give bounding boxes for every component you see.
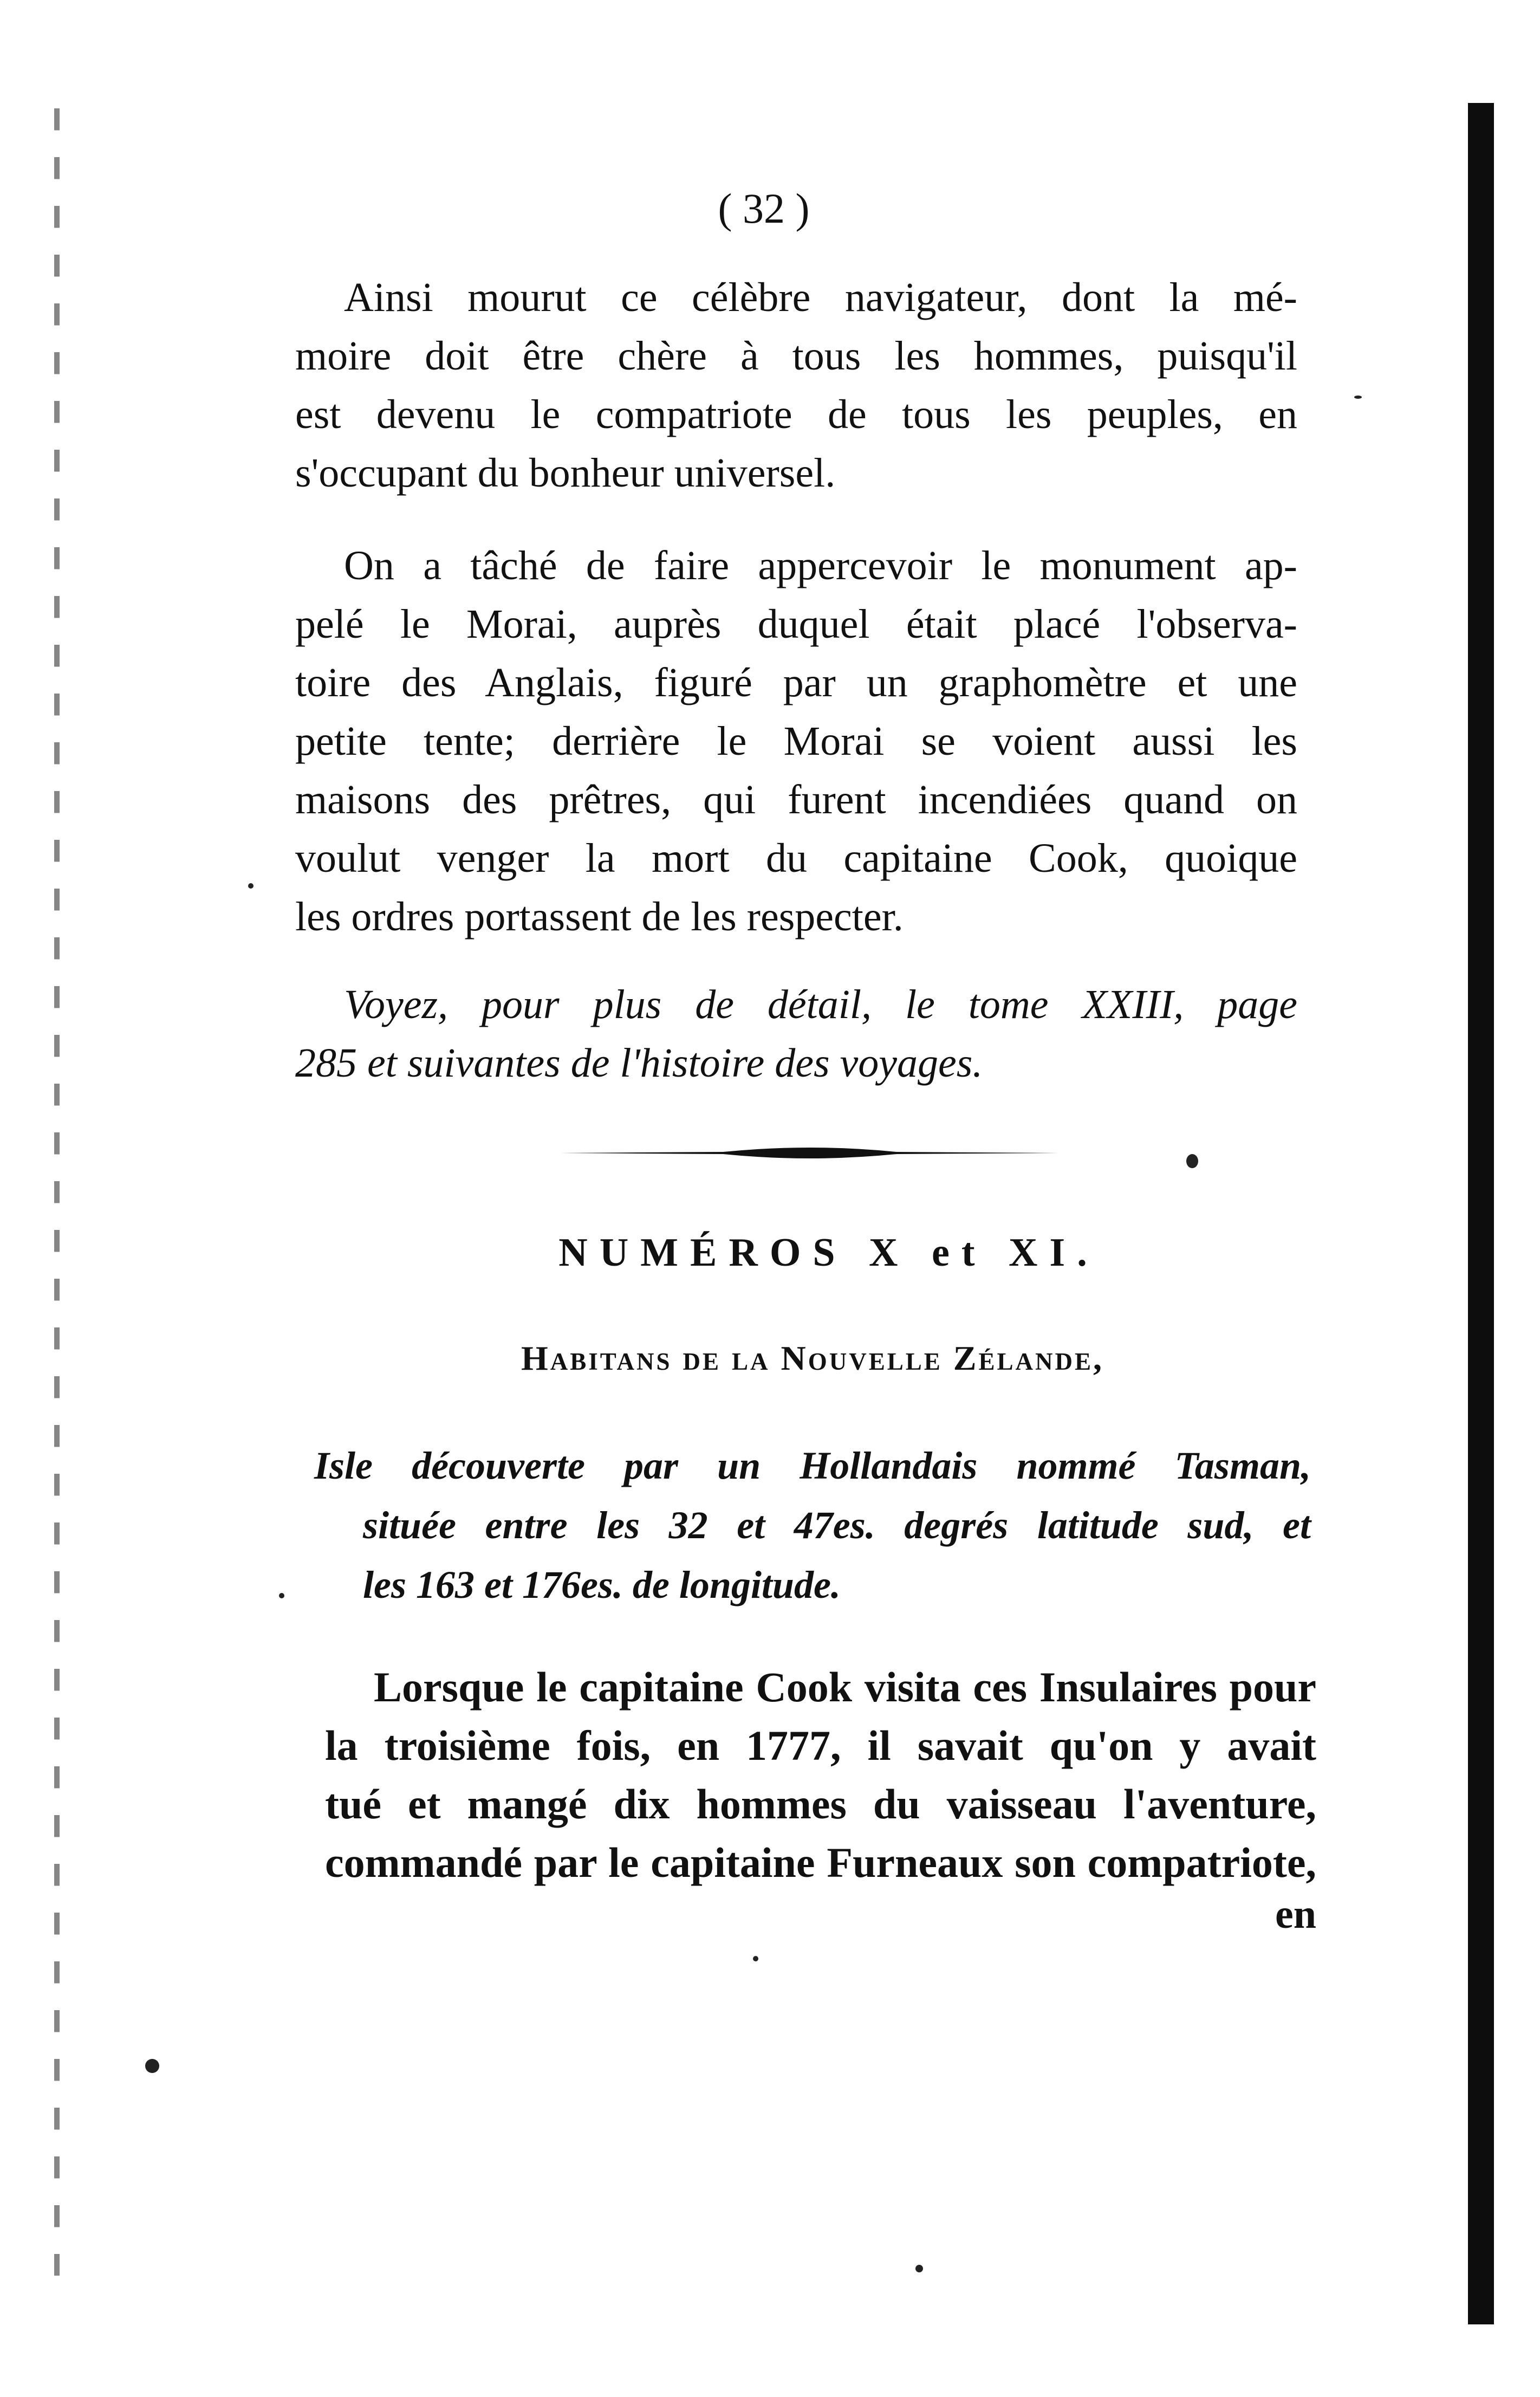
plate-caption: [314, 1436, 1311, 1615]
section-title: NUMÉROS X et XI.: [558, 1230, 1099, 1275]
text-line: commandé par le capitaine Furneaux son compatriote,: [325, 1839, 1316, 1886]
text-line: voulut venger la mort du capitaine Cook, quoique: [295, 835, 1297, 881]
section-subtitle: Habitans de la Nouvelle Zélande,: [521, 1339, 1104, 1377]
binding-margin: [54, 108, 60, 2276]
text-line: la troisième fois, en 1777, il savait qu'on y avait: [325, 1722, 1316, 1769]
text-line: située entre les 32 et 47es. degrés latitude sud, et: [363, 1504, 1311, 1547]
paragraph-morai: [295, 536, 1297, 946]
text-line: pelé le Morai, auprès duquel était placé l'observa-: [295, 601, 1297, 647]
text-line: 285 et suivantes de l'histoire des voyages.: [295, 1040, 983, 1086]
text-line: maisons des prêtres, qui furent incendiées quand on: [295, 777, 1297, 822]
text-line: s'occupant du bonheur universel.: [295, 450, 836, 496]
text-line: toire des Anglais, figuré par un graphomètre et une: [295, 660, 1297, 705]
page-edge-shadow: [1468, 103, 1494, 2324]
reference-note: [295, 975, 1297, 1092]
page-number: ( 32 ): [718, 185, 810, 232]
text-line: Isle découverte par un Hollandais nommé Tasman,: [314, 1444, 1311, 1487]
paragraph-new-zealand: [325, 1658, 1316, 1892]
text-line: Ainsi mourut ce célèbre navigateur, dont la mé-: [344, 275, 1297, 320]
text-line: Lorsque le capitaine Cook visita ces Insulaires pour: [374, 1663, 1316, 1711]
text-line: Voyez, pour plus de détail, le tome XXIII, page: [344, 982, 1297, 1027]
paragraph-cook-death: [295, 268, 1297, 502]
text-line: les 163 et 176es. de longitude.: [363, 1563, 841, 1606]
text-line: tué et mangé dix hommes du vaisseau l'aventure,: [325, 1780, 1316, 1828]
catchword: en: [1275, 1891, 1316, 1937]
text-line: les ordres portassent de les respecter.: [295, 894, 904, 940]
text-line: petite tente; derrière le Morai se voient aussi les: [295, 718, 1297, 764]
ornamental-rule: [561, 1142, 1059, 1164]
text-line: On a tâché de faire appercevoir le monument ap-: [344, 543, 1297, 588]
text-line: moire doit être chère à tous les hommes, puisqu'il: [295, 333, 1297, 379]
text-line: est devenu le compatriote de tous les peuples, en: [295, 392, 1297, 437]
